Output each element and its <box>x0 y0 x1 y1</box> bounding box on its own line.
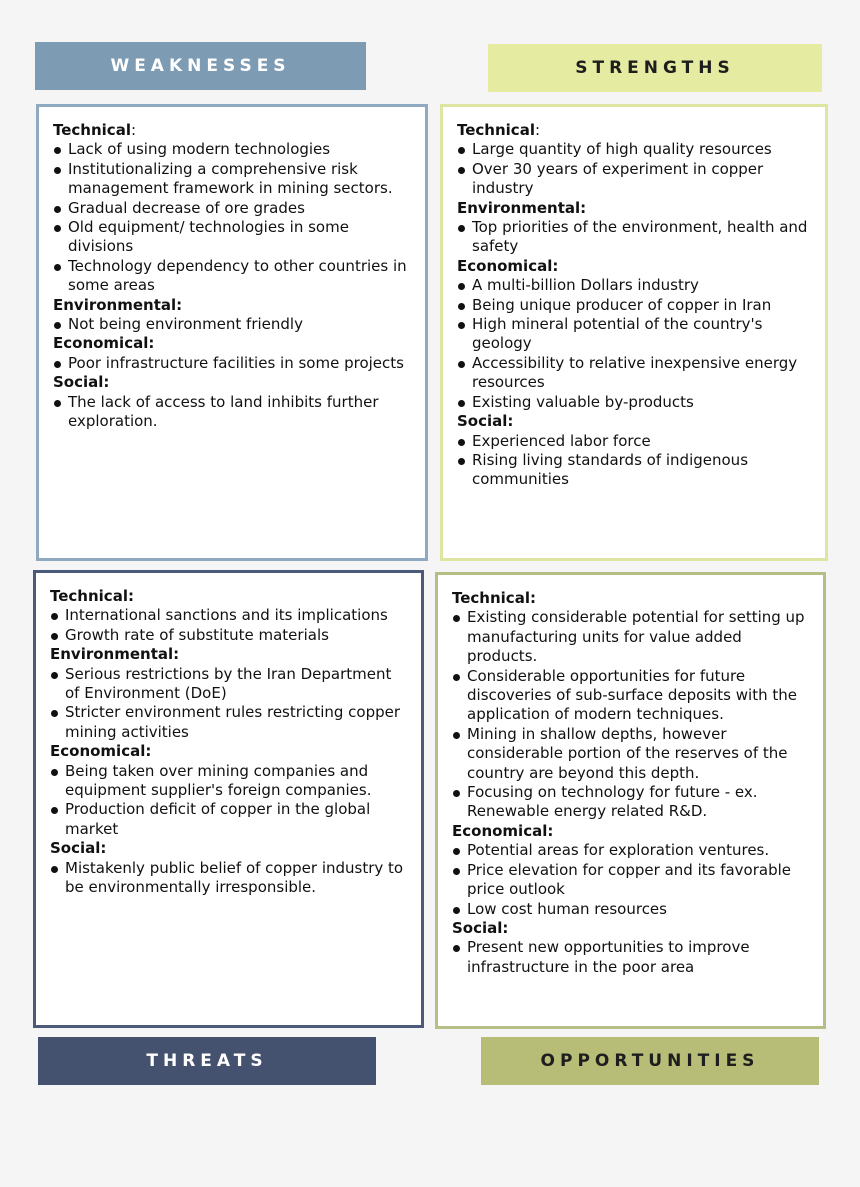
list-item: Technology dependency to other countries in some areas <box>53 257 413 296</box>
list-item: A multi-billion Dollars industry <box>457 276 813 295</box>
bullet-list <box>53 315 413 334</box>
list-item: Old equipment/ technologies in some divisions <box>53 218 413 257</box>
list-item: Being taken over mining companies and equipment supplier's foreign companies. <box>50 762 409 801</box>
list-item: Present new opportunities to improve infrastructure in the poor area <box>452 938 811 977</box>
section-heading-text: Social: <box>53 373 110 392</box>
bullet-list <box>452 841 811 919</box>
section-heading-text: Social: <box>50 839 107 858</box>
bullet-list <box>53 393 413 432</box>
bullet-list <box>452 938 811 977</box>
list-item: Stricter environment rules restricting copper mining activities <box>50 703 409 742</box>
list-item: The lack of access to land inhibits further exploration. <box>53 393 413 432</box>
section-heading-text: Economical: <box>50 742 152 761</box>
section-heading-text: Technical <box>53 121 131 139</box>
section-heading-suffix: : <box>130 121 137 139</box>
section-heading <box>452 589 811 608</box>
bullet-list <box>457 218 813 257</box>
section-heading <box>53 334 413 353</box>
bullet-list <box>50 665 409 743</box>
section-heading <box>53 296 413 315</box>
section-heading-text: Technical: <box>50 587 134 605</box>
list-item: Growth rate of substitute materials <box>50 626 409 645</box>
list-item: High mineral potential of the country's geology <box>457 315 813 354</box>
list-item: Large quantity of high quality resources <box>457 140 813 159</box>
list-item: Focusing on technology for future - ex. Renewable energy related R&D. <box>452 783 811 822</box>
section-heading <box>457 257 813 276</box>
list-item: Over 30 years of experiment in copper industry <box>457 160 813 199</box>
section-heading <box>50 839 409 858</box>
section-heading-text: Economical: <box>452 821 554 840</box>
section-heading-text: Social: <box>457 412 514 431</box>
bullet-list <box>50 859 409 898</box>
list-item: Lack of using modern technologies <box>53 140 413 159</box>
section-heading-text: Environmental: <box>457 198 587 217</box>
section-heading <box>50 587 409 606</box>
bullet-list <box>457 432 813 490</box>
list-item: Existing valuable by-products <box>457 393 813 412</box>
list-item: Price elevation for copper and its favorable price outlook <box>452 861 811 900</box>
section-heading-text: Economical: <box>53 334 155 353</box>
weaknesses-panel <box>36 104 428 561</box>
section-heading-text: Social: <box>452 918 509 937</box>
strengths-panel <box>440 104 828 561</box>
list-item: Gradual decrease of ore grades <box>53 199 413 218</box>
bullet-list <box>50 762 409 840</box>
list-item: Not being environment friendly <box>53 315 413 334</box>
list-item: Institutionalizing a comprehensive risk management framework in mining sectors. <box>53 160 413 199</box>
list-item: Production deficit of copper in the global market <box>50 800 409 839</box>
section-heading <box>457 199 813 218</box>
list-item: Low cost human resources <box>452 900 811 919</box>
section-heading <box>50 742 409 761</box>
bullet-list <box>452 608 811 821</box>
list-item: Existing considerable potential for setting up manufacturing units for value added products. <box>452 608 811 666</box>
list-item: Being unique producer of copper in Iran <box>457 296 813 315</box>
section-heading-text: Technical: <box>452 589 536 607</box>
section-heading <box>53 373 413 392</box>
bullet-list <box>53 354 413 373</box>
list-item: Top priorities of the environment, health and safety <box>457 218 813 257</box>
list-item: Accessibility to relative inexpensive energy resources <box>457 354 813 393</box>
list-item: Potential areas for exploration ventures. <box>452 841 811 860</box>
section-heading <box>452 919 811 938</box>
section-heading-text: Environmental: <box>50 645 180 664</box>
threats-panel <box>33 570 424 1028</box>
threats-label: THREATS <box>38 1037 376 1085</box>
strengths-label: STRENGTHS <box>488 44 822 92</box>
list-item: Experienced labor force <box>457 432 813 451</box>
bullet-list <box>53 140 413 295</box>
section-heading-text: Environmental: <box>53 295 183 314</box>
weaknesses-label: WEAKNESSES <box>35 42 366 90</box>
bullet-list <box>50 606 409 645</box>
bullet-list <box>457 140 813 198</box>
list-item: Poor infrastructure facilities in some projects <box>53 354 413 373</box>
section-heading-text: Technical <box>457 121 535 139</box>
list-item: International sanctions and its implications <box>50 606 409 625</box>
list-item: Serious restrictions by the Iran Department of Environment (DoE) <box>50 665 409 704</box>
section-heading-text: Economical: <box>457 256 559 275</box>
opportunities-panel <box>435 572 826 1029</box>
bullet-list <box>457 276 813 412</box>
list-item: Mistakenly public belief of copper industry to be environmentally irresponsible. <box>50 859 409 898</box>
section-heading <box>457 121 813 140</box>
section-heading <box>452 822 811 841</box>
section-heading <box>457 412 813 431</box>
list-item: Mining in shallow depths, however considerable portion of the reserves of the country are beyond this depth. <box>452 725 811 783</box>
list-item: Rising living standards of indigenous communities <box>457 451 813 490</box>
opportunities-label: OPPORTUNITIES <box>481 1037 819 1085</box>
list-item: Considerable opportunities for future discoveries of sub-surface deposits with the application of modern techniques. <box>452 667 811 725</box>
section-heading <box>53 121 413 140</box>
section-heading <box>50 645 409 664</box>
section-heading-suffix: : <box>534 121 541 139</box>
